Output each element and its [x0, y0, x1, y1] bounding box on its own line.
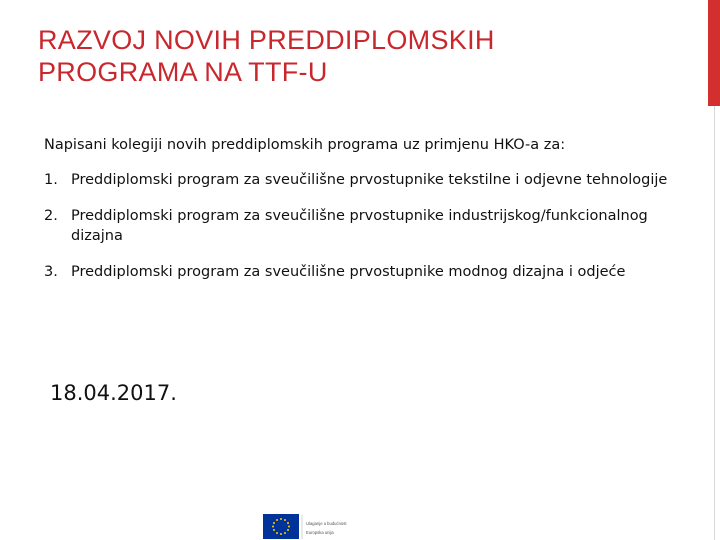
slide-date: 18.04.2017. — [50, 381, 177, 405]
list-item-number: 3. — [44, 264, 58, 280]
list-item-number: 1. — [44, 172, 58, 188]
slide-title-line: RAZVOJ NOVIH PREDDIPLOMSKIH — [38, 25, 495, 55]
list-item — [44, 206, 684, 246]
list-item-text: Preddiplomski program za sveučilišne prvostupnike industrijskog/funkcionalnog dizajna — [71, 208, 648, 244]
intro-text: Napisani kolegiji novih preddiplomskih programa uz primjenu HKO-a za: — [44, 137, 566, 153]
program-list — [44, 170, 684, 298]
list-item — [44, 170, 684, 190]
list-item — [44, 262, 684, 282]
eu-flag-icon — [263, 514, 299, 539]
slide-title — [38, 24, 678, 88]
slide-title-line: PROGRAMA NA TTF-U — [38, 57, 328, 87]
list-item-text: Preddiplomski program za sveučilišne prvostupnike tekstilne i odjevne tehnologije — [71, 172, 668, 188]
list-item-number: 2. — [44, 208, 58, 224]
accent-line — [714, 106, 715, 540]
accent-bar — [708, 0, 720, 106]
eu-logo-line: Ulaganje u budućnost — [306, 521, 347, 526]
list-item-text: Preddiplomski program za sveučilišne prvostupnike modnog dizajna i odjeće — [71, 264, 626, 280]
eu-logo — [262, 512, 372, 540]
eu-logo-line: Europska unija — [306, 530, 334, 535]
